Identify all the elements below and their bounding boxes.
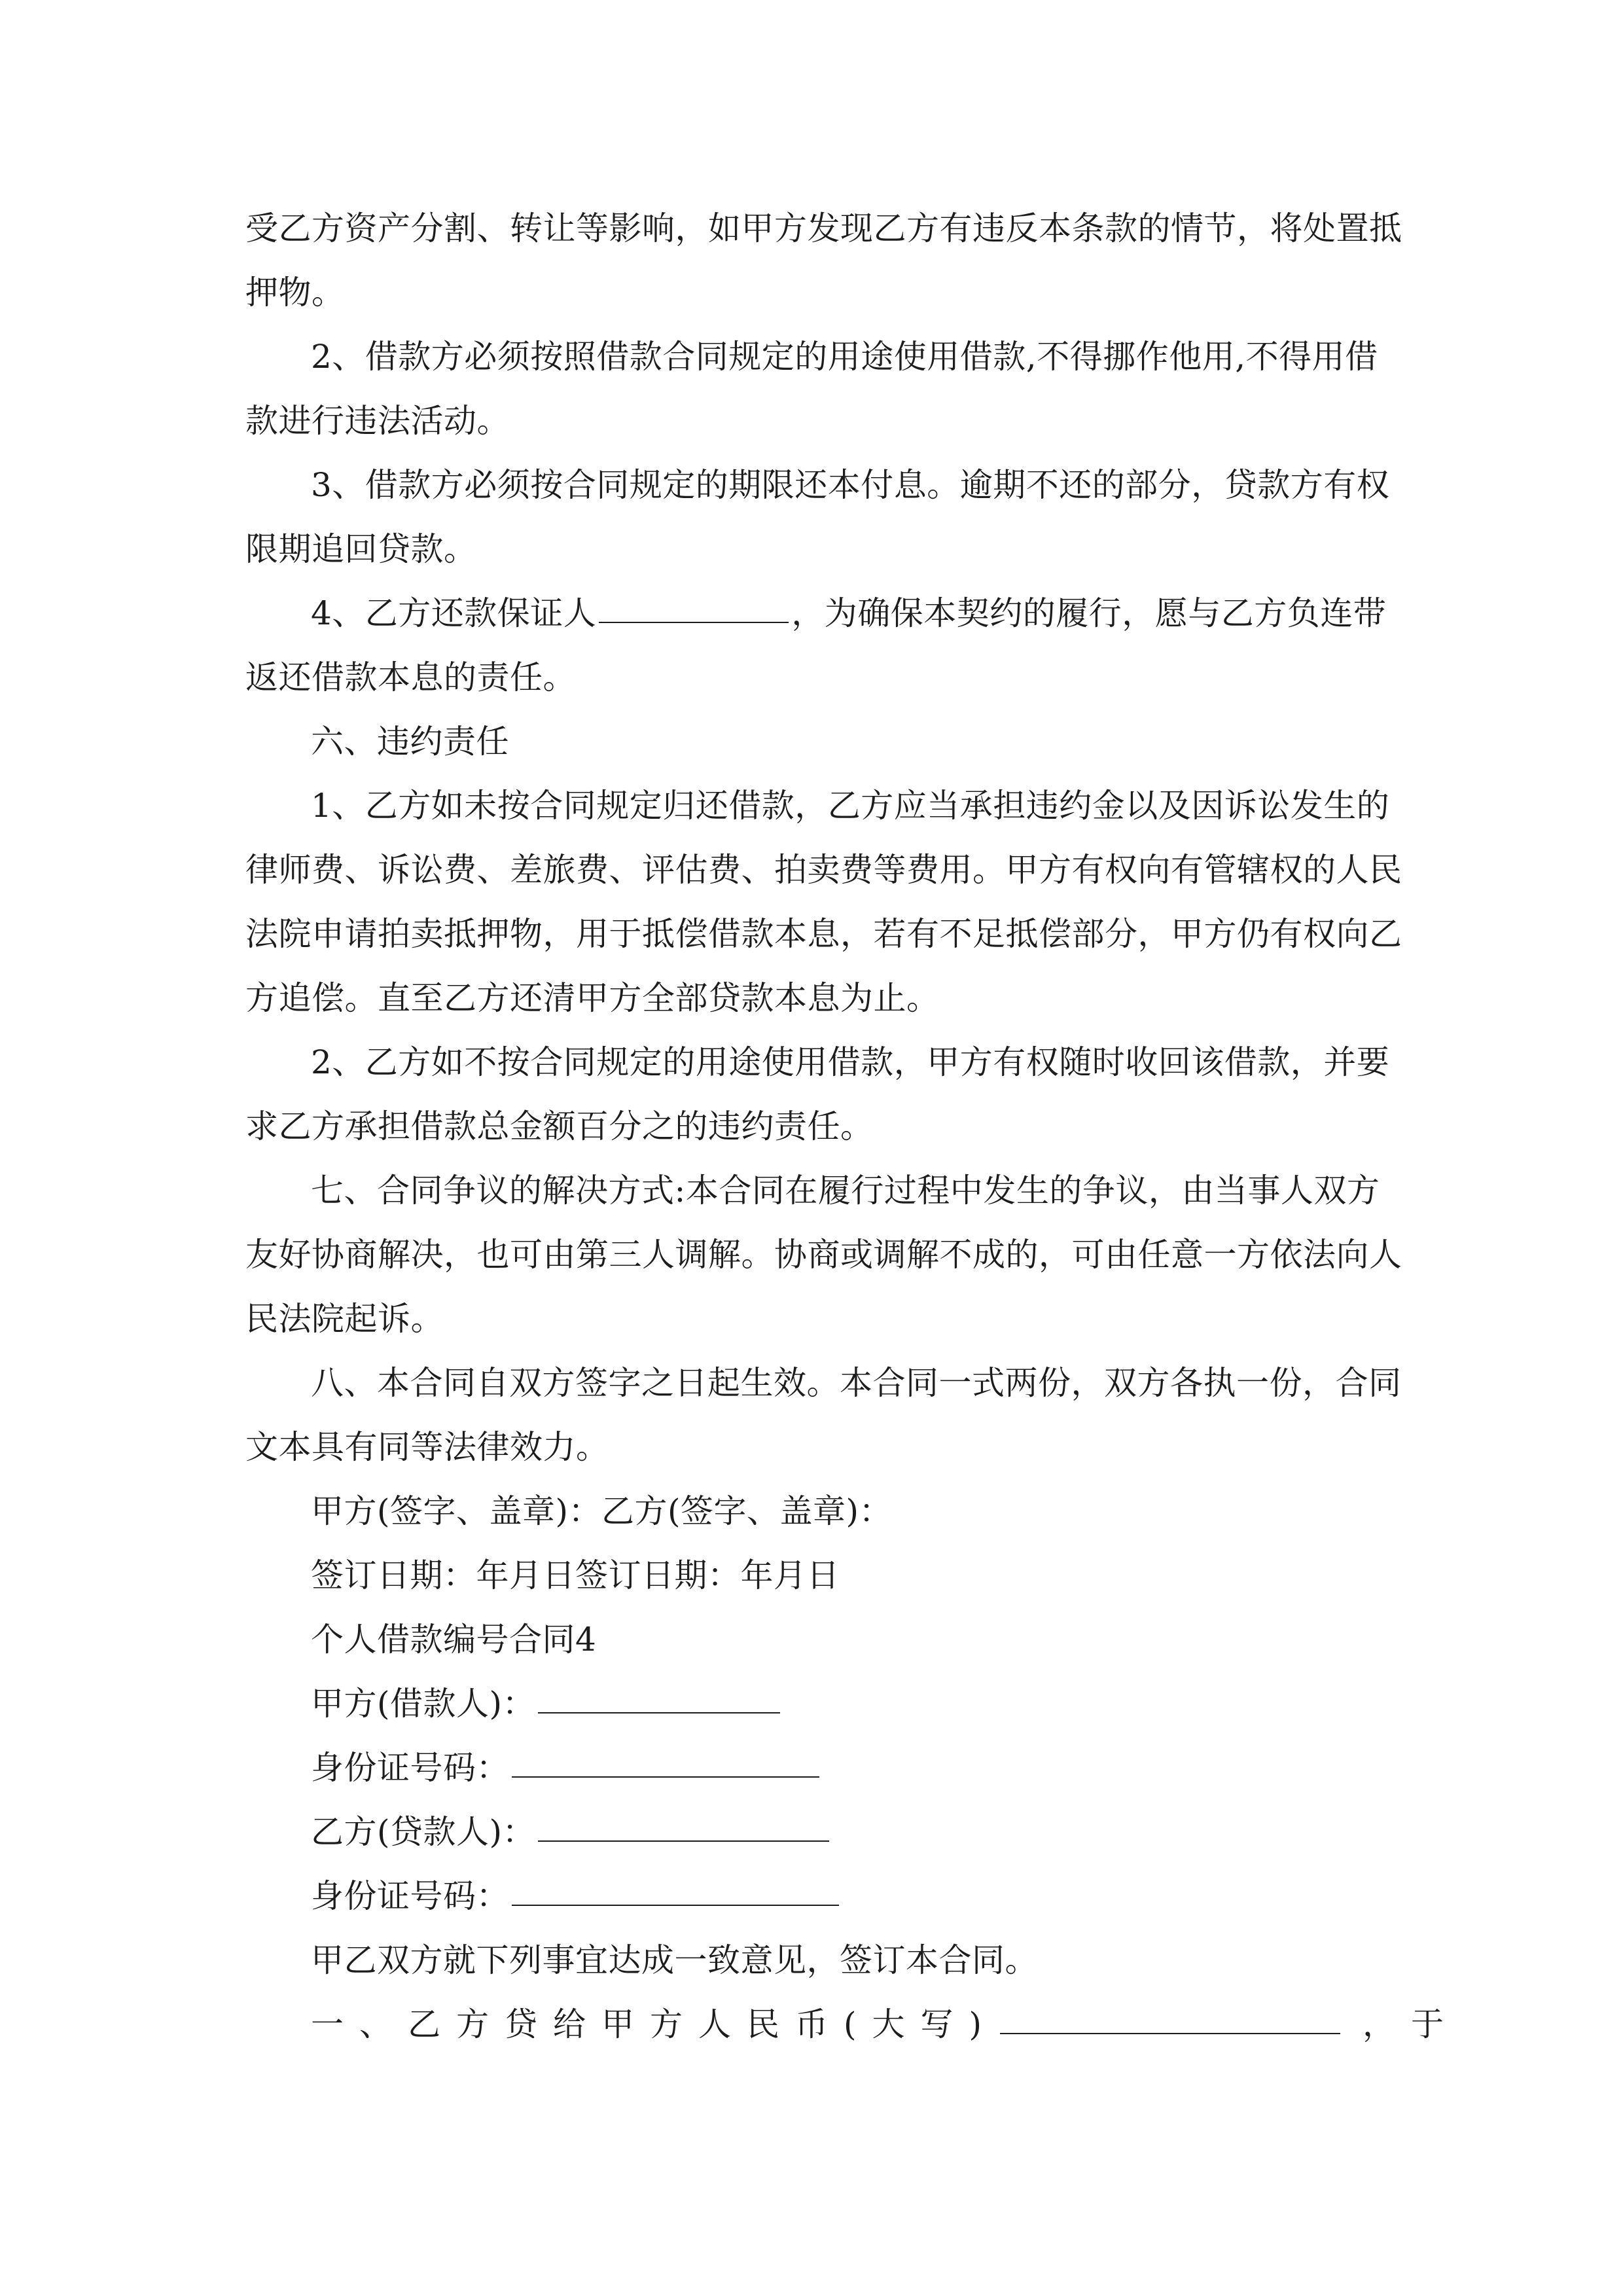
borrower-id-blank[interactable] <box>512 1736 819 1778</box>
loan-amount-blank[interactable] <box>1000 1992 1340 2034</box>
loan-amount-tail: ，于 <box>1363 2005 1460 2043</box>
paragraph-line: 款进行违法活动。 <box>245 402 510 440</box>
paragraph-line: 限期追回贷款。 <box>245 530 477 568</box>
signing-date-line: 签订日期：年月日签订日期：年月日 <box>311 1556 840 1594</box>
section-effective-line: 八、本合同自双方签字之日起生效。本合同一式两份，双方各执一份，合同 <box>311 1364 1402 1402</box>
lender-label: 乙方(贷款人)： <box>311 1813 536 1851</box>
clause-2-line: 2、借款方必须按照借款合同规定的用途使用借款,不得挪作他用,不得用借 <box>311 338 1378 376</box>
signature-line: 甲方(签字、盖章)：乙方(签字、盖章)： <box>311 1492 893 1530</box>
guarantor-blank[interactable] <box>599 581 789 623</box>
borrower-blank[interactable] <box>538 1672 780 1713</box>
clause-4-text: ，为确保本契约的履行，愿与乙方负连带 <box>791 594 1387 632</box>
paragraph-line: 民法院起诉。 <box>245 1300 444 1338</box>
paragraph-line: 求乙方承担借款总金额百分之的违约责任。 <box>245 1107 874 1145</box>
section-heading-breach: 六、违约责任 <box>311 723 509 761</box>
borrower-label: 甲方(借款人)： <box>311 1685 536 1723</box>
paragraph-line: 返还借款本息的责任。 <box>245 658 576 696</box>
borrower-id-row <box>311 1736 1378 1800</box>
id-number-label: 身份证号码： <box>311 1877 509 1915</box>
paragraph-line: 友好协商解决，也可由第三人调解。协商或调解不成的，可由任意一方依法向人 <box>245 1236 1402 1274</box>
borrower-field-row <box>311 1672 1378 1736</box>
paragraph-line: 方追偿。直至乙方还清甲方全部贷款本息为止。 <box>245 979 940 1017</box>
clause-4-line <box>311 581 1387 645</box>
lender-blank[interactable] <box>538 1800 829 1842</box>
section-dispute-line: 七、合同争议的解决方式:本合同在履行过程中发生的争议，由当事人双方 <box>311 1172 1380 1210</box>
id-number-label: 身份证号码： <box>311 1749 509 1787</box>
breach-clause-1-line: 1、乙方如未按合同规定归还借款，乙方应当承担违约金以及因诉讼发生的 <box>311 787 1390 825</box>
paragraph-line: 押物。 <box>245 274 345 312</box>
paragraph-line: 律师费、诉讼费、差旅费、评估费、拍卖费等费用。甲方有权向有管辖权的人民 <box>245 851 1402 889</box>
agreement-line: 甲乙双方就下列事宜达成一致意见，签订本合同。 <box>311 1941 1038 1979</box>
lender-id-blank[interactable] <box>512 1864 839 1906</box>
paragraph-line: 法院申请拍卖抵押物，用于抵偿借款本息，若有不足抵偿部分，甲方仍有权向乙 <box>245 915 1402 953</box>
lender-id-row <box>311 1864 1378 1928</box>
clause-3-line: 3、借款方必须按合同规定的期限还本付息。逾期不还的部分，贷款方有权 <box>311 466 1390 504</box>
lender-field-row <box>311 1800 1378 1864</box>
paragraph-line: 文本具有同等法律效力。 <box>245 1428 609 1466</box>
paragraph-line: 受乙方资产分割、转让等影响，如甲方发现乙方有违反本条款的情节，将处置抵 <box>245 209 1402 247</box>
breach-clause-2-line: 2、乙方如不按合同规定的用途使用借款，甲方有权随时收回该借款，并要 <box>311 1043 1390 1081</box>
loan-amount-label: 一、乙方贷给甲方人民币(大写) <box>311 2005 998 2043</box>
clause-4-label: 4、乙方还款保证人 <box>311 594 597 632</box>
contract-title: 个人借款编号合同4 <box>311 1621 597 1659</box>
loan-amount-row <box>311 1992 1460 2056</box>
